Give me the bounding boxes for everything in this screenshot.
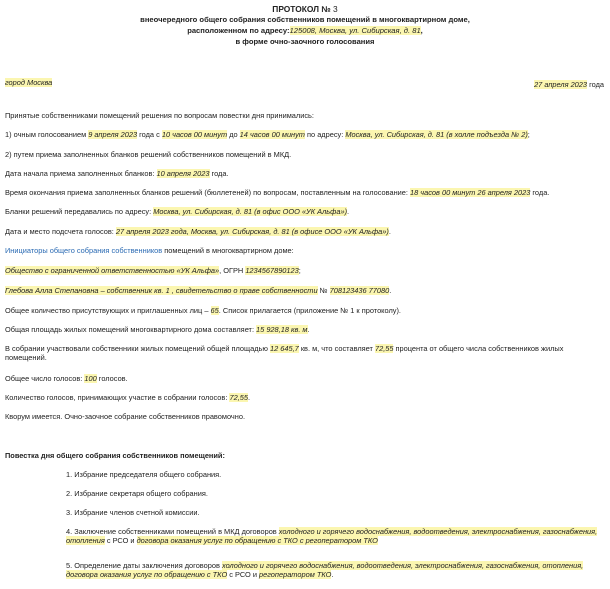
paragraph-forms-address: Бланки решений передавались по адресу: Москва, ул. Сибирская, д. 81 (в офис ООО «УК Альфа»).: [5, 207, 350, 216]
paragraph-participation: В собрании участвовали собственники жилых помещений общей площадью 12 645,7 кв. м, что составляет 72,55 процента от общего числа собственников жилых помещений.: [5, 344, 564, 363]
agenda-item: 2. Избрание секретаря общего собрания.: [66, 489, 208, 498]
initiators-link[interactable]: Инициаторы общего собрания собственников: [5, 246, 163, 255]
paragraph-initiators: Инициаторы общего собрания собственников помещений в многоквартирном доме:: [5, 246, 294, 255]
agenda-heading: Повестка дня общего собрания собственников помещений:: [5, 451, 225, 460]
paragraph-start-date: Дата начала приема заполненных бланков: 10 апреля 2023 года.: [5, 169, 229, 178]
protocol-number: 3: [333, 4, 338, 14]
paragraph-count-date-place: Дата и место подсчета голосов: 27 апреля 2023 года, Москва, ул. Сибирская, д. 81 (в офисе ООО «УК Альфа»).: [5, 227, 391, 236]
paragraph-in-person-voting: 1) очным голосованием 9 апреля 2023 года с 10 часов 00 минут до 14 часов 00 минут по адресу: Москва, ул. Сибирская, д. 81 (в холле подъезда № 2);: [5, 130, 530, 139]
title-line-3: расположенном по адресу:125008, Москва, ул. Сибирская, д. 81,: [187, 26, 423, 35]
paragraph-attendees: Общее количество присутствующих и приглашенных лиц – 65. Список прилагается (приложение № 1 к протоколу).: [5, 306, 401, 315]
paragraph-total-votes: Общее число голосов: 100 голосов.: [5, 374, 128, 383]
building-address: 125008, Москва, ул. Сибирская, д. 81: [289, 26, 421, 35]
agenda-item: 3. Избрание членов счетной комиссии.: [66, 508, 200, 517]
document-date: 27 апреля 2023 года: [534, 80, 604, 89]
agenda-item-5: 5. Определение даты заключения договоров холодного и горячего водоснабжения, водоотведения, электроснабжения, газоснабжения, отопления, договора оказания услуг по обращению с ТКО с РСО и регоператором ТКО.: [66, 561, 584, 580]
city-name: город Москва: [5, 78, 53, 87]
paragraph-owner: Глебова Алла Степановна – собственник кв. 1 , свидетельство о праве собственности № 708123436 77080.: [5, 286, 392, 295]
protocol-title: ПРОТОКОЛ № 3: [272, 4, 338, 14]
title-line-4: в форме очно-заочного голосования: [235, 37, 375, 46]
title-line-2: внеочередного общего собрания собственников помещений в многоквартирном доме,: [140, 15, 470, 24]
paragraph-organization: Общество с ограниченной ответственностью «УК Альфа», ОГРН 1234567890123;: [5, 266, 301, 275]
paragraph-participating-votes: Количество голосов, принимающих участие в собрании голосов: 72,55.: [5, 393, 251, 402]
paragraph-end-time: Время окончания приема заполненных бланков решений (бюллетеней) по вопросам, поставленным на голосование: 18 часов 00 минут 26 апреля 2023 года.: [5, 188, 550, 197]
agenda-item-4: 4. Заключение собственниками помещений в МКД договоров холодного и горячего водоснабжения, водоотведения, электроснабжения, газоснабжения, отопления с РСО и договора оказания услуг по обращению с ТКО с регоператором ТКО: [66, 527, 598, 546]
paragraph-intro: Принятые собственниками помещений решения по вопросам повестки дня принимались:: [5, 111, 314, 120]
paragraph-blank-forms: 2) путем приема заполненных бланков решений собственников помещений в МКД.: [5, 150, 292, 159]
paragraph-total-area: Общая площадь жилых помещений многоквартирного дома составляет: 15 928,18 кв. м.: [5, 325, 310, 334]
agenda-item: 1. Избрание председателя общего собрания.: [66, 470, 222, 479]
paragraph-quorum: Кворум имеется. Очно-заочное собрание собственников правомочно.: [5, 412, 246, 421]
